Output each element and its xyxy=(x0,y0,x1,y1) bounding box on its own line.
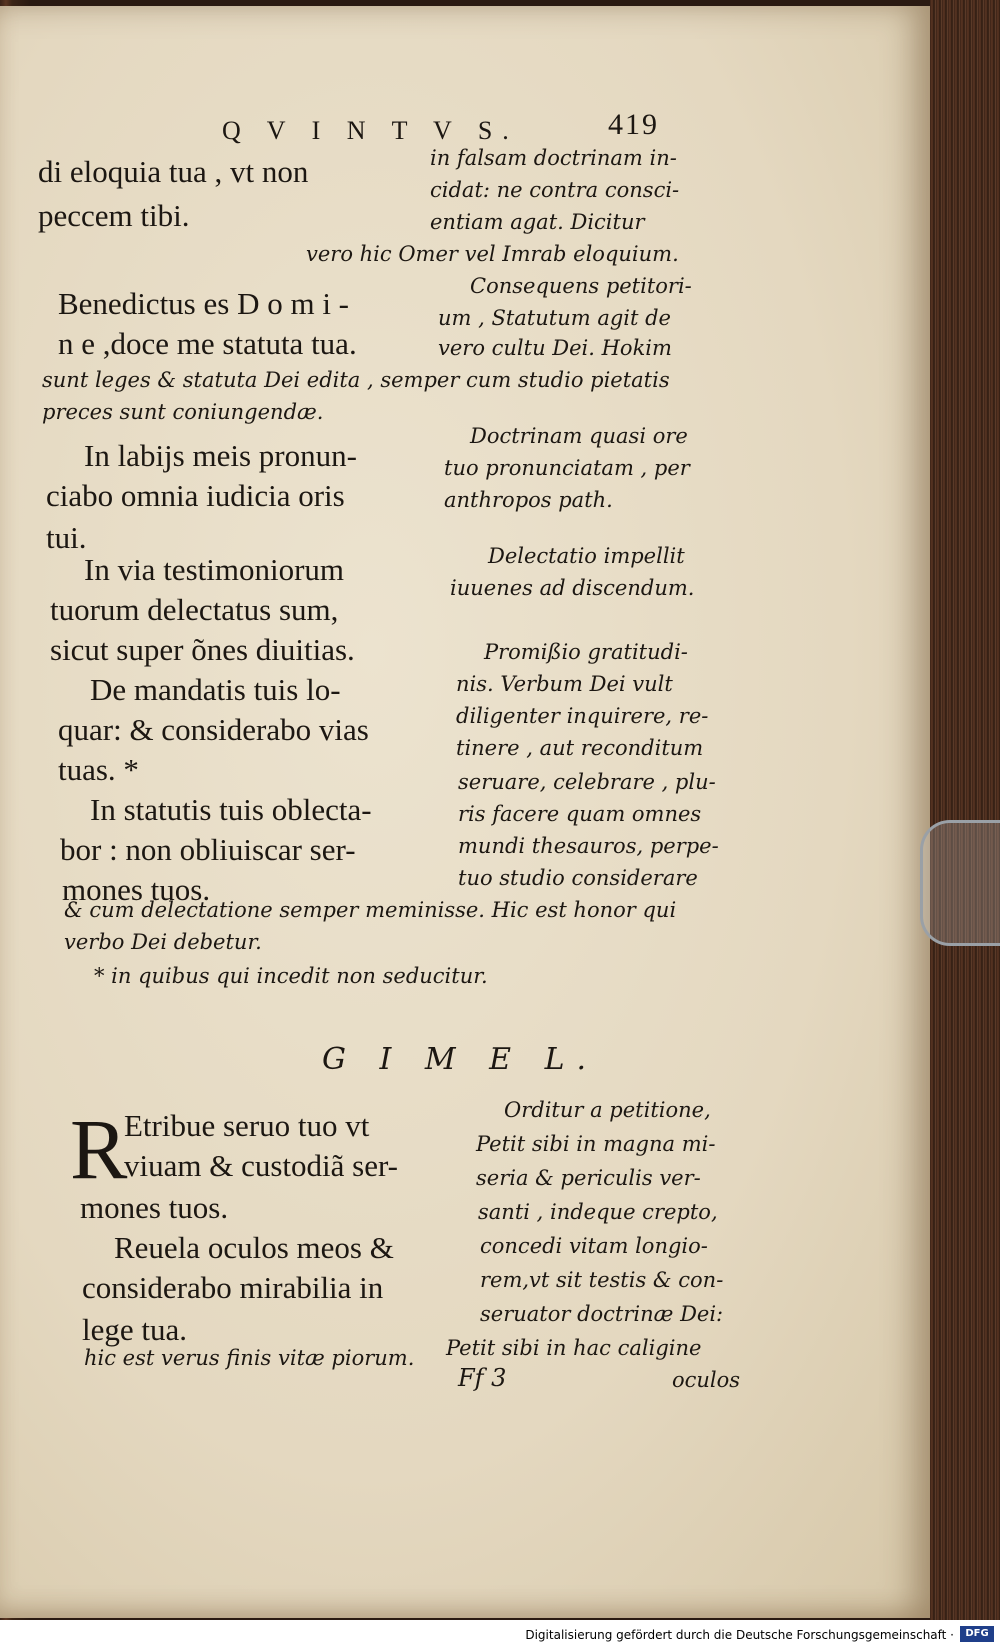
main-line-16: mones tuos. xyxy=(62,872,211,907)
gloss-line-14: iuuenes ad discendum. xyxy=(450,576,695,600)
gimel-line-4: Reuela oculos meos & xyxy=(114,1230,394,1265)
gloss-line-7: vero cultu Dei. Hokim xyxy=(438,336,672,360)
gimel-line-6: lege tua. xyxy=(82,1312,188,1347)
gloss-line-5: Consequens petitori- xyxy=(470,274,692,298)
gimel-gloss-5: concedi vitam longio- xyxy=(480,1234,708,1258)
gloss-line-18: tinere , aut reconditum xyxy=(456,736,704,760)
gloss-line-1: in falsam doctrinam in- xyxy=(430,146,677,170)
gloss-line-24: verbo Dei debetur. xyxy=(64,930,262,954)
digitization-footer xyxy=(0,1620,1000,1650)
gloss-line-4: vero hic Omer vel Imrab eloquium. xyxy=(306,242,679,266)
main-line-11: De mandatis tuis lo- xyxy=(90,672,341,707)
main-line-14: In statutis tuis oblecta- xyxy=(90,792,372,827)
main-line-13: tuas. * xyxy=(58,752,139,787)
gloss-line-9: preces sunt coniungendæ. xyxy=(42,400,324,424)
main-line-12: quar: & considerabo vias xyxy=(58,712,369,747)
gloss-line-6: um , Statutum agit de xyxy=(438,306,671,330)
gimel-line-5: considerabo mirabilia in xyxy=(82,1270,384,1305)
gloss-line-2: cidat: ne contra consci- xyxy=(430,178,680,202)
main-line-8: In via testimoniorum xyxy=(84,552,345,587)
folio-number: 419 xyxy=(608,108,659,141)
gimel-line-1: Etribue seruo tuo vt xyxy=(124,1108,370,1143)
book-page xyxy=(0,6,930,1618)
main-line-1: di eloquia tua , vt non xyxy=(38,154,309,189)
dfg-logo: DFG xyxy=(960,1626,994,1642)
main-line-5: In labijs meis pronun- xyxy=(84,438,357,473)
gloss-line-15: Promißio gratitudi- xyxy=(484,640,688,664)
gloss-line-22: tuo studio considerare xyxy=(458,866,698,890)
gloss-line-11: tuo pronunciatam , per xyxy=(444,456,690,480)
gimel-gloss-9: oculos xyxy=(672,1368,741,1392)
section-heading: G I M E L. xyxy=(322,1042,599,1077)
gimel-gloss-7: seruator doctrinæ Dei: xyxy=(480,1302,724,1326)
gimel-gloss-3: seria & periculis ver- xyxy=(476,1166,701,1190)
gloss-line-12: anthropos path. xyxy=(444,488,613,512)
gimel-gloss-1: Orditur a petitione, xyxy=(504,1098,711,1122)
main-line-6: ciabo omnia iudicia oris xyxy=(46,478,345,513)
main-line-3: Benedictus es D o m i - xyxy=(58,286,350,321)
gloss-line-20: ris facere quam omnes xyxy=(458,802,702,826)
footer-credit: Digitalisierung gefördert durch die Deutsche Forschungsgemeinschaft · xyxy=(525,1628,954,1642)
gloss-line-3: entiam agat. Dicitur xyxy=(430,210,645,234)
gloss-line-8: sunt leges & statuta Dei edita , semper cum studio pietatis xyxy=(42,368,670,392)
page-edges xyxy=(930,0,1000,1620)
gimel-gloss-4: santi , indeque crepto, xyxy=(478,1200,718,1224)
gloss-line-25: * in quibus qui incedit non seducitur. xyxy=(94,964,488,988)
gloss-line-21: mundi thesauros, perpe- xyxy=(458,834,719,858)
gimel-gloss-2: Petit sibi in magna mi- xyxy=(476,1132,716,1156)
gimel-gloss-8: Petit sibi in hac caligine xyxy=(446,1336,702,1360)
main-line-15: bor : non obliuiscar ser- xyxy=(60,832,356,867)
main-line-2: peccem tibi. xyxy=(38,198,190,233)
gimel-line-3: mones tuos. xyxy=(80,1190,229,1225)
gimel-line-2: viuam & custodiã ser- xyxy=(124,1148,399,1183)
gloss-line-23: & cum delectatione semper meminisse. Hic est honor qui xyxy=(64,898,677,922)
gloss-line-17: diligenter inquirere, re- xyxy=(456,704,709,728)
main-line-7: tui. xyxy=(46,520,87,555)
main-line-10: sicut super õnes diuitias. xyxy=(50,632,355,667)
signature-mark: Ff 3 xyxy=(458,1364,507,1392)
running-title: Q V I N T V S. xyxy=(222,116,519,145)
drop-cap: R xyxy=(70,1101,128,1197)
gloss-line-19: seruare, celebrare , plu- xyxy=(458,770,716,794)
main-line-4: n e ,doce me statuta tua. xyxy=(58,326,357,361)
page-clip xyxy=(920,820,1000,946)
gloss-line-10: Doctrinam quasi ore xyxy=(470,424,688,448)
main-line-9: tuorum delectatus sum, xyxy=(50,592,339,627)
gloss-line-13: Delectatio impellit xyxy=(488,544,685,568)
gloss-line-16: nis. Verbum Dei vult xyxy=(456,672,673,696)
gimel-gloss-6: rem,vt sit testis & con- xyxy=(480,1268,724,1292)
gimel-line-7: hic est verus finis vitæ piorum. xyxy=(84,1346,415,1370)
